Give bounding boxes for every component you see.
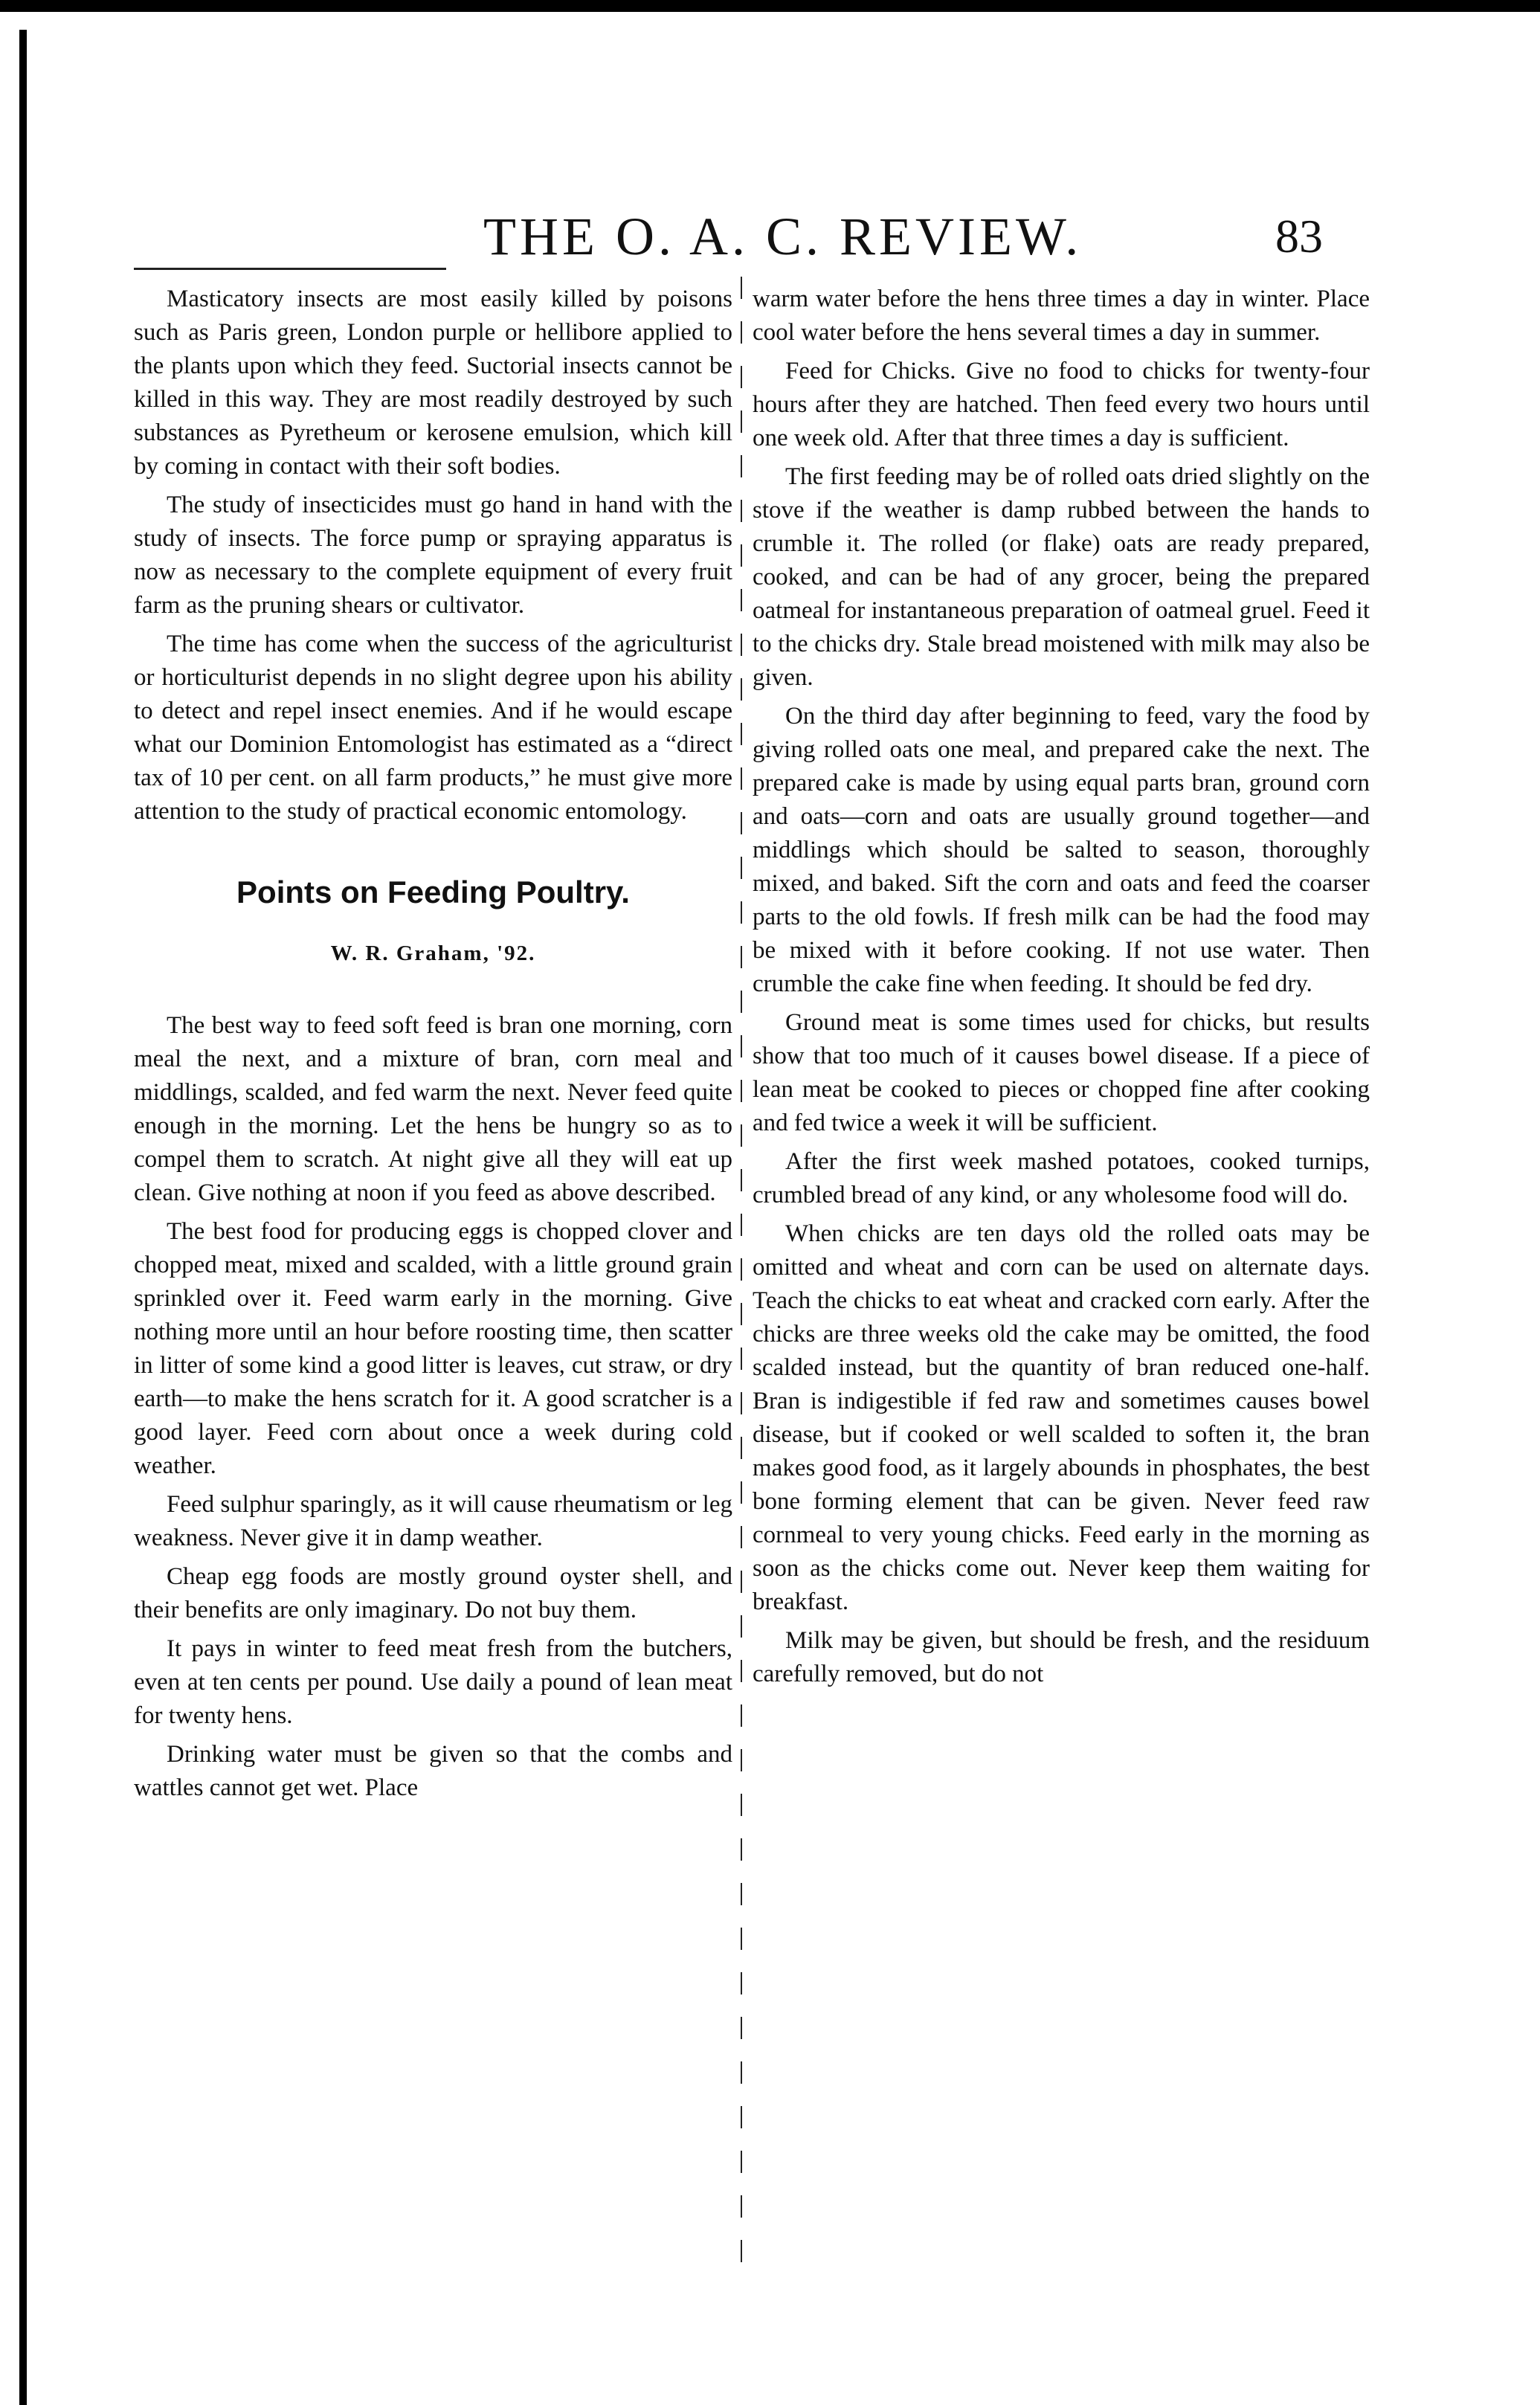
header-rule xyxy=(134,268,446,270)
article-byline: W. R. Graham, '92. xyxy=(330,941,536,965)
left-border-rule xyxy=(19,30,27,2405)
paragraph: It pays in winter to feed meat fresh from the butchers, even at ten cents per pound. Use daily a pound of lean meat for twenty hens. xyxy=(134,1635,732,1729)
top-border-rule xyxy=(0,0,1540,12)
paragraph: Cheap egg foods are mostly ground oyster shell, and their benefits are only imaginary. Do not buy them. xyxy=(134,1563,732,1623)
paragraph: The best way to feed soft feed is bran one morning, corn meal the next, and a mixture of bran, corn meal and middlings, scalded, and fed warm the next. Never feed quite enough in the morning. Let the hens be hungry so as to compel them to scratch. At night give all they will eat up clean. Give nothing at noon if you feed as above described. xyxy=(134,1012,732,1206)
paragraph: The best food for producing eggs is chopped clover and chopped meat, mixed and scalded, with a little ground grain sprinkled over it. Feed warm early in the morning. Give nothing more until an hour before roosting time, then scatter in litter of some kind a good litter is leaves, cut straw, or dry earth—to make the hens scratch for it. A good scratcher is a good layer. Feed corn about once a week during cold weather. xyxy=(134,1218,732,1479)
paragraph: Feed sulphur sparingly, as it will cause rheumatism or leg weakness. Never give it in damp weather. xyxy=(134,1491,732,1551)
paragraph: Masticatory insects are most easily killed by poisons such as Paris green, London purple or hellibore applied to the plants upon which they feed. Suctorial insects cannot be killed in this way. They are most readily destroyed by such substances as Pyretheum or kerosene emulsion, which kill by coming in contact with their soft bodies. xyxy=(134,286,732,480)
paragraph: Ground meat is some times used for chicks, but results show that too much of it causes bowel disease. If a piece of lean meat be cooked to pieces or chopped fine after cooking and fed twice a week it will be sufficient. xyxy=(753,1009,1370,1136)
paragraph: After the first week mashed potatoes, cooked turnips, crumbled bread of any kind, or any wholesome food will do. xyxy=(753,1148,1370,1208)
paragraph: The study of insecticides must go hand in hand with the study of insects. The force pump or spraying apparatus is now as necessary to the complete equipment of every fruit farm as the pruning shears or cultivator. xyxy=(134,492,732,619)
running-head xyxy=(0,199,1540,274)
paragraph: When chicks are ten days old the rolled oats may be omitted and wheat and corn can be used on alternate days. Teach the chicks to eat wheat and cracked corn early. After the chicks are three weeks old the cake may be omitted, the food scalded instead, but the quantity of bran reduced one-half. Bran is indigestible if fed raw and sometimes causes bowel disease, but if cooked or well scalded to soften it, the bran makes good food, as it largely abounds in phosphates, the best bone forming element that can be given. Never feed raw cornmeal to very young chicks. Feed early in the morning as soon as the chicks come out. Never keep them waiting for breakfast. xyxy=(753,1220,1370,1615)
paragraph: Feed for Chicks. Give no food to chicks for twenty-four hours after they are hatched. Then feed every two hours until one week old. After that three times a day is sufficient. xyxy=(753,358,1370,451)
paragraph: Drinking water must be given so that the combs and wattles cannot get wet. Place xyxy=(134,1741,732,1801)
paragraph: The first feeding may be of rolled oats dried slightly on the stove if the weather is damp rubbed between the hands to crumble it. The rolled (or flake) oats are ready prepared, cooked, and can be had of any grocer, being the prepared oatmeal for instantaneous preparation of oatmeal gruel. Feed it to the chicks dry. Stale bread moistened with milk may also be given. xyxy=(753,463,1370,691)
column-divider xyxy=(741,277,742,2285)
article-heading: Points on Feeding Poultry. xyxy=(236,875,630,909)
page-number: 83 xyxy=(1275,210,1323,263)
left-column xyxy=(134,283,732,1810)
paragraph: warm water before the hens three times a day in winter. Place cool water before the hens several times a day in summer. xyxy=(753,286,1370,346)
paragraph: Milk may be given, but should be fresh, and the residuum carefully removed, but do not xyxy=(753,1627,1370,1687)
right-column xyxy=(753,283,1370,1696)
journal-title: THE O. A. C. REVIEW. xyxy=(483,207,1083,266)
paragraph: On the third day after beginning to feed, vary the food by giving rolled oats one meal, and prepared cake the next. The prepared cake is made by using equal parts bran, ground corn and oats—corn and oats are usually ground together—and middlings which should be salted to season, thoroughly mixed, and baked. Sift the corn and oats and feed the coarser parts to the old fowls. If fresh milk can be had the food may be mixed with it before cooking. If not use water. Then crumble the cake fine when feeding. It should be fed dry. xyxy=(753,703,1370,997)
paragraph: The time has come when the success of the agriculturist or horticulturist depends in no slight degree upon his ability to detect and repel insect enemies. And if he would escape what our Dominion Entomologist has estimated as a “direct tax of 10 per cent. on all farm products,” he must give more attention to the study of practical economic entomology. xyxy=(134,631,732,825)
